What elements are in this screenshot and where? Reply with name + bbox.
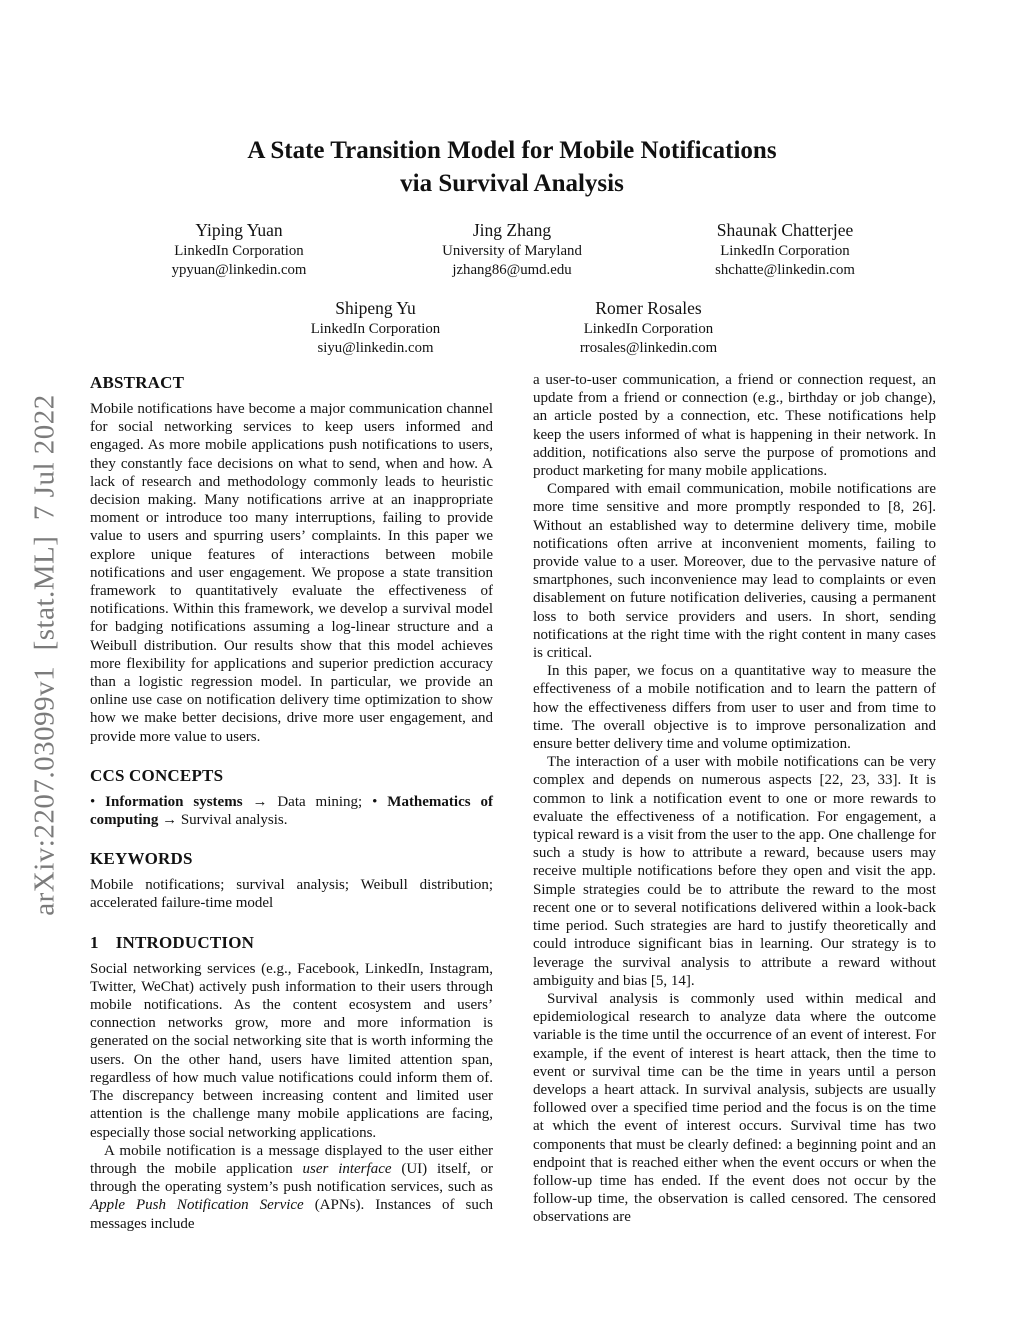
- right-paragraph-2: Compared with email communication, mobile notifications are more time sensitive and more promptly responded to [8, 26]. Without an established way to determine delivery time, mobile notifications often arrive at inconvenient moments, failing to provide value to a user. Moreover, due to the pervasive nature of smartphones, such inconvenience may lead to complaints or even disablement on future notification deliveries, causing a permanent loss to both service providers and users. In short, sending notifications at the right time with the right content in many cases is critical.: [533, 481, 936, 662]
- author-name: Romer Rosales: [595, 298, 702, 318]
- author-email: ypyuan@linkedin.com: [171, 262, 307, 278]
- author-name: Shipeng Yu: [335, 298, 416, 318]
- intro-p2-text: (UI) itself, or through the operating system’s push notification services, such as: [90, 1160, 494, 1196]
- intro-paragraph-2: [90, 1142, 493, 1233]
- author-row-2: [0, 297, 1024, 358]
- right-paragraph-4: The interaction of a user with mobile notifications can be very complex and depends on numerous aspects [22, 23, 33]. It is common to link a notification event to one or more rewards to evaluate the effectiveness of a notification. For engagement, a typical reward is a visit from the user to the app. One challenge for such a study is how to attribute a reward, because users may receive multiple notifications before they open and visit the app. Simple strategies could be to attribute the reward to the most recent one or to several notifications delivered within a look-back time period. Such strategies are hard to justify theoretically and could introduce significant bias in learning. Our strategy is to leverage the survival analysis to attribute a reward without ambiguity and bias [5, 14].: [533, 754, 936, 989]
- author-card: [103, 219, 376, 280]
- author-affiliation: LinkedIn Corporation: [720, 243, 850, 259]
- ccs-relation-1: → Data mining;: [242, 793, 373, 810]
- keywords-text: Mobile notifications; survival analysis; Weibull distribution; accelerated failure-time model: [90, 877, 493, 912]
- introduction-heading: [90, 933, 493, 953]
- abstract-text: Mobile notifications have become a major communication channel for social networking services to keep users informed and engaged. As more mobile applications push notifications to users, they constantly face decisions on what to send, when and how. A lack of research and methodology commonly leads to heuristic decision making. Many notifications arrive at an inappropriate moment or introduce too many interruptions, failing to provide value to users and spurring users’ complaints. In this paper we explore unique features of interactions between mobile notifications and user engagement. We propose a state transition framework to quantitatively evaluate the effectiveness of notifications. Within this framework, we develop a survival model for badging notifications assuming a log-linear structure and a Weibull distribution. Our results show that this model achieves more flexibility for applications and superior prediction accuracy than a logistic regression model. In particular, we provide an online use case on notification delivery time optimization to show how we make better decisions, drive more user engagement, and provide more value to users.: [90, 401, 493, 745]
- intro-paragraph-1: Social networking services (e.g., Facebook, LinkedIn, Instagram, Twitter, WeChat) actively push information to their users through mobile notifications. As the content ecosystem and users’ connection networks grow, more and more information is generated on the social networking site that is worth informing the users. On the other hand, users have limited attention span, regardless of how much value notifications could inform them of. The discrepancy between increasing content and limited user attention is the challenge many mobile applications are facing, especially those social networking applications.: [90, 960, 493, 1141]
- author-email: rrosales@linkedin.com: [579, 340, 718, 356]
- ccs-heading: CCS CONCEPTS: [90, 765, 224, 785]
- author-row-1: [0, 219, 1024, 280]
- ccs-relation-2: → Survival analysis.: [158, 812, 288, 829]
- ccs-bullet: •: [90, 793, 106, 810]
- abstract-heading: ABSTRACT: [90, 373, 185, 392]
- paper-title-line-2: via Survival Analysis: [400, 170, 624, 197]
- left-column: [90, 371, 493, 1233]
- author-email: jzhang86@umd.edu: [452, 262, 572, 278]
- author-affiliation: University of Maryland: [442, 243, 582, 259]
- author-affiliation: LinkedIn Corporation: [310, 321, 441, 337]
- author-card: [239, 297, 512, 358]
- right-paragraph-3: In this paper, we focus on a quantitative way to measure the effectiveness of a mobile notification and to learn the pattern of how the effectiveness differs from user to user and from time to time. The overall objective is to improve personalization and ensure better delivery time and volume optimization.: [533, 663, 936, 753]
- intro-p2-text: A mobile notification is a message displayed to the user either through the mobile application: [90, 1142, 493, 1177]
- right-paragraph-5: Survival analysis is commonly used within medical and epidemiological research to analyze data where the outcome variable is the time until the occurrence of an event of interest. For example, if the event of interest is heart attack, then the time to event or survival time can be the time in years until a person develops a heart attack. In survival analysis, subjects are usually followed over a specified time period and the focus is on the time at which the event of interest occurs. Survival time has two components that must be clearly defined: a beginning point and an endpoint that is reached either when the event occurs or when the follow-up time has ended. If the event does not occur by the follow-up time, the observation is called censored. The censored observations are: [533, 990, 936, 1226]
- author-affiliation: LinkedIn Corporation: [174, 243, 304, 259]
- intro-p2-italic-2: Apple Push Notification Service: [90, 1197, 304, 1214]
- body-columns: [90, 371, 936, 1233]
- author-card: [376, 219, 649, 280]
- ccs-concept-1: Information systems: [105, 793, 243, 810]
- keywords-heading: KEYWORDS: [90, 849, 193, 869]
- author-name: Yiping Yuan: [195, 220, 283, 240]
- intro-p2-italic-1: user interface: [302, 1160, 392, 1177]
- right-column: [533, 371, 936, 1233]
- intro-p2-text: (APNs). Instances of such messages include: [90, 1197, 493, 1232]
- author-card: [649, 219, 922, 280]
- author-email: shchatte@linkedin.com: [715, 262, 855, 278]
- paper-title: [0, 134, 1024, 200]
- right-paragraph-1: a user-to-user communication, a friend or connection request, an update from a friend or connection (e.g., birthday or job change), an article posted by a connection, etc. These notifications help keep the users informed of what is happening in their network. In addition, notifications also serve the purpose of promotions and product marketing for many mobile applications.: [533, 372, 936, 480]
- author-name: Shaunak Chatterjee: [716, 220, 854, 240]
- ccs-bullet: •: [372, 793, 388, 810]
- section-number: 1: [90, 932, 99, 952]
- paper-title-line-1: A State Transition Model for Mobile Notifications: [247, 137, 777, 164]
- arxiv-watermark: arXiv:2207.03099v1 [stat.ML] 7 Jul 2022: [28, 394, 61, 916]
- author-email: siyu@linkedin.com: [317, 340, 434, 356]
- author-card: [512, 297, 785, 358]
- section-title: INTRODUCTION: [115, 932, 255, 952]
- author-name: Jing Zhang: [472, 220, 552, 240]
- ccs-text: [90, 793, 493, 829]
- author-affiliation: LinkedIn Corporation: [583, 321, 714, 337]
- ccs-concept-2: Mathematics of computing: [90, 793, 493, 829]
